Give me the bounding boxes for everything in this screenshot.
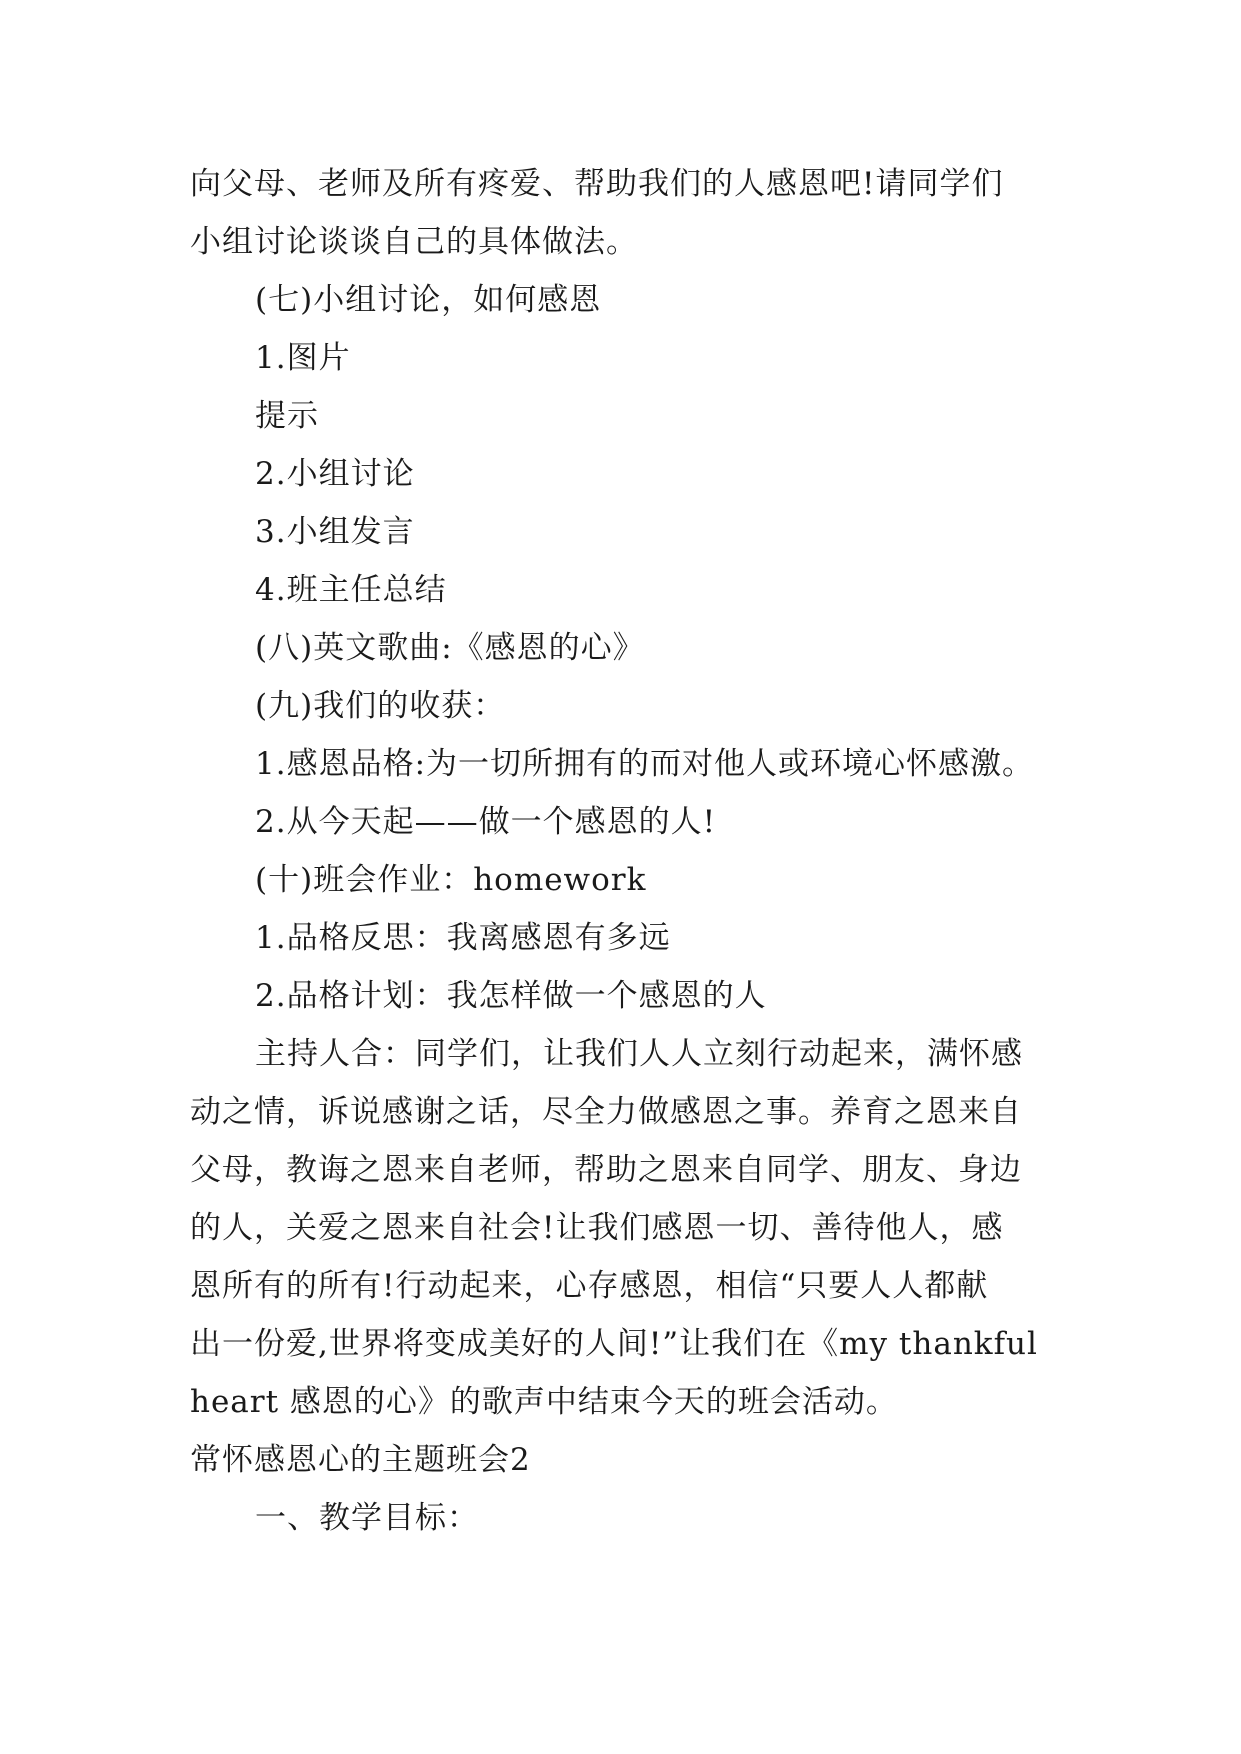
list-item: 3.小组发言 [255, 514, 415, 550]
paragraph-line: 主持人合：同学们，让我们人人立刻行动起来，满怀感 [255, 1036, 1023, 1072]
section-heading: (十)班会作业：homework [255, 862, 647, 898]
list-item: 1.图片 [255, 340, 351, 376]
paragraph-line: 的人，关爱之恩来自社会!让我们感恩一切、善待他人，感 [190, 1210, 1004, 1246]
paragraph-line: 恩所有的所有!行动起来，心存感恩，相信“只要人人都献 [190, 1268, 989, 1304]
list-item: 1.品格反思：我离感恩有多远 [255, 920, 671, 956]
list-item: 2.从今天起——做一个感恩的人! [255, 804, 717, 840]
paragraph-line: 向父母、老师及所有疼爱、帮助我们的人感恩吧!请同学们 [190, 166, 1004, 202]
list-item: 1.感恩品格:为一切所拥有的而对他人或环境心怀感激。 [255, 746, 1035, 782]
paragraph-line: 动之情，诉说感谢之话，尽全力做感恩之事。养育之恩来自 [190, 1094, 1022, 1130]
list-item: 2.小组讨论 [255, 456, 415, 492]
paragraph-line: 小组讨论谈谈自己的具体做法。 [190, 224, 638, 260]
paragraph-line: 出一份爱,世界将变成美好的人间!”让我们在《my thankful [190, 1326, 1038, 1362]
section-heading: (七)小组讨论，如何感恩 [255, 282, 602, 318]
section-heading: 一、教学目标： [255, 1500, 479, 1536]
document-title: 常怀感恩心的主题班会2 [190, 1442, 531, 1478]
section-heading: (八)英文歌曲:《感恩的心》 [255, 630, 645, 666]
list-item: 4.班主任总结 [255, 572, 447, 608]
list-item: 2.品格计划：我怎样做一个感恩的人 [255, 978, 767, 1014]
section-heading: (九)我们的收获： [255, 688, 506, 724]
paragraph-line: heart 感恩的心》的歌声中结束今天的班会活动。 [190, 1384, 898, 1420]
paragraph-line: 父母，教诲之恩来自老师，帮助之恩来自同学、朋友、身边 [190, 1152, 1022, 1188]
list-item-continuation: 提示 [255, 398, 319, 434]
